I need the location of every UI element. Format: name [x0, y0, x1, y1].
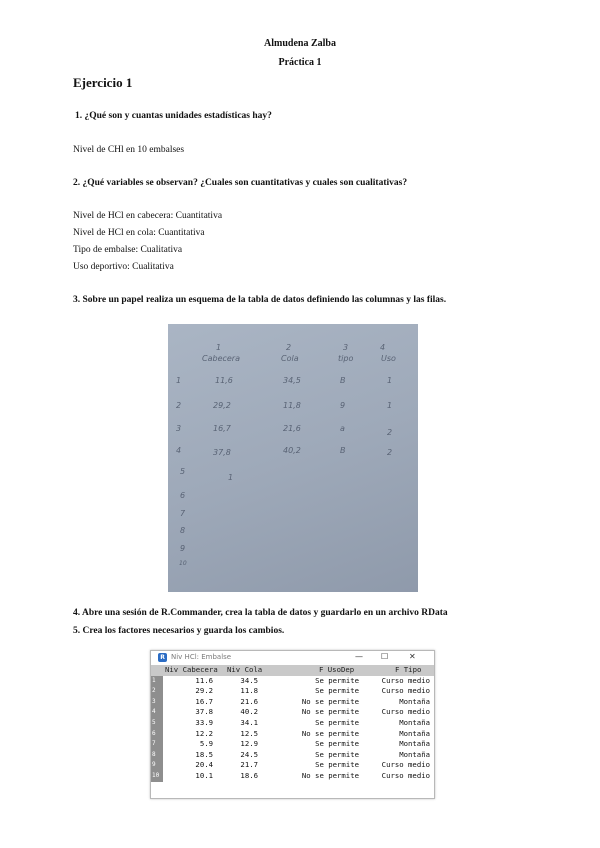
cell-niv-cola[interactable]: 34.1: [240, 717, 258, 727]
cell-niv-cabecera[interactable]: 12.2: [195, 728, 213, 738]
maximize-button[interactable]: ☐: [381, 652, 389, 661]
hw-row-label: 7: [180, 509, 186, 518]
table-row: [151, 750, 434, 761]
cell-niv-cola[interactable]: 34.5: [240, 675, 258, 685]
cell-tipo[interactable]: Curso medio: [381, 686, 430, 696]
cell-niv-cola[interactable]: 11.8: [240, 686, 258, 696]
r-app-icon: R: [158, 653, 167, 662]
cell-niv-cabecera[interactable]: 16.7: [195, 696, 213, 706]
row-number: 2: [151, 686, 163, 697]
hw-row-label: 2: [176, 401, 182, 410]
answer-1: Nivel de CHl en 10 embalses: [73, 145, 185, 155]
hw-cell: B: [340, 376, 346, 385]
cell-uso-dep[interactable]: Se permite: [315, 749, 359, 759]
cell-tipo[interactable]: Montaña: [399, 749, 430, 759]
answer-2-line-1: Nivel de HCl en cabecera: Cuantitativa: [73, 211, 223, 221]
row-number: 4: [151, 707, 163, 718]
cell-niv-cabecera[interactable]: 29.2: [195, 686, 213, 696]
cell-tipo[interactable]: Montaña: [399, 728, 430, 738]
question-5: 5. Crea los factores necesarios y guarda los cambios.: [73, 626, 285, 636]
hw-cell: 1: [387, 401, 393, 410]
document-subtitle: Práctica 1: [278, 57, 322, 68]
table-row: [151, 686, 434, 697]
answer-2-line-3: Tipo de embalse: Cualitativa: [73, 245, 183, 255]
cell-tipo[interactable]: Montaña: [399, 739, 430, 749]
question-2: 2. ¿Qué variables se observan? ¿Cuales son cuantitativas y cuales son cualitativas?: [73, 178, 408, 188]
cell-uso-dep[interactable]: No se permite: [301, 770, 359, 780]
cell-tipo[interactable]: Curso medio: [381, 770, 430, 780]
exercise-title: Ejercicio 1: [73, 75, 133, 90]
answer-2-line-2: Nivel de HCl en cola: Cuantitativa: [73, 228, 205, 238]
hw-cell: a: [340, 424, 345, 433]
question-4: 4. Abre una sesión de R.Commander, crea la tabla de datos y guardarlo en un archivo RData: [73, 608, 448, 618]
cell-tipo[interactable]: Curso medio: [381, 707, 430, 717]
cell-tipo[interactable]: Montaña: [399, 717, 430, 727]
hw-cell: 37,8: [213, 448, 231, 457]
cell-tipo[interactable]: Montaña: [399, 696, 430, 706]
hw-cell: 1: [387, 376, 393, 385]
hw-cell: 2: [387, 428, 393, 437]
grid-header-row: [151, 665, 434, 676]
cell-uso-dep[interactable]: Se permite: [315, 739, 359, 749]
table-row: [151, 760, 434, 771]
hw-colnum-3: 3: [343, 343, 349, 352]
hw-header-cabecera: Cabecera: [202, 354, 240, 363]
cell-niv-cola[interactable]: 18.6: [240, 770, 258, 780]
cell-niv-cabecera[interactable]: 37.8: [195, 707, 213, 717]
column-header[interactable]: F Tipo: [395, 665, 422, 674]
hw-cell: 11,6: [215, 376, 233, 385]
cell-uso-dep[interactable]: No se permite: [301, 728, 359, 738]
author-name: Almudena Zalba: [264, 38, 336, 49]
answer-2-line-4: Uso deportivo: Cualitativa: [73, 262, 174, 272]
row-number: 1: [151, 676, 163, 687]
cell-niv-cabecera[interactable]: 33.9: [195, 717, 213, 727]
row-number: 10: [151, 771, 163, 782]
hw-row-label: 6: [180, 491, 186, 500]
table-row: [151, 729, 434, 740]
row-number: 6: [151, 729, 163, 740]
hw-header-cola: Cola: [281, 354, 299, 363]
minimize-button[interactable]: —: [355, 652, 363, 661]
cell-uso-dep[interactable]: Se permite: [315, 686, 359, 696]
hw-cell: B: [340, 446, 346, 455]
hw-row-label: 3: [176, 424, 182, 433]
question-1: 1. ¿Qué son y cuantas unidades estadísticas hay?: [75, 111, 272, 121]
cell-niv-cabecera[interactable]: 11.6: [195, 675, 213, 685]
hw-cell: 16,7: [213, 424, 231, 433]
cell-niv-cabecera[interactable]: 20.4: [195, 760, 213, 770]
hw-cell: 11,8: [283, 401, 301, 410]
hw-row-label: 9: [180, 544, 186, 553]
hw-cell: 40,2: [283, 446, 301, 455]
cell-niv-cola[interactable]: 24.5: [240, 749, 258, 759]
column-header[interactable]: Niv Cabecera: [165, 665, 218, 674]
hw-cell: 34,5: [283, 376, 301, 385]
cell-niv-cola[interactable]: 12.5: [240, 728, 258, 738]
cell-niv-cola[interactable]: 21.7: [240, 760, 258, 770]
data-editor-window: [150, 650, 435, 799]
cell-tipo[interactable]: Curso medio: [381, 675, 430, 685]
column-header[interactable]: Niv Cola: [227, 665, 263, 674]
row-number: 8: [151, 750, 163, 761]
hw-cell: 21,6: [283, 424, 301, 433]
table-row: [151, 771, 434, 782]
row-number: 7: [151, 739, 163, 750]
row-number: 3: [151, 697, 163, 708]
hw-colnum-2: 2: [286, 343, 292, 352]
corner-cell: [151, 665, 163, 676]
table-row: [151, 676, 434, 687]
hw-colnum-4: 4: [380, 343, 386, 352]
table-row: [151, 707, 434, 718]
hw-header-tipo: tipo: [338, 354, 354, 363]
hw-row-label: 1: [176, 376, 182, 385]
hw-cell: 1: [228, 473, 234, 482]
cell-niv-cola[interactable]: 21.6: [240, 696, 258, 706]
cell-niv-cola[interactable]: 40.2: [240, 707, 258, 717]
data-grid: [151, 665, 434, 782]
hw-header-uso: Uso: [381, 354, 396, 363]
row-number: 9: [151, 760, 163, 771]
window-titlebar: [151, 651, 434, 665]
grid-body: [151, 676, 434, 782]
cell-niv-cabecera[interactable]: 5.9: [199, 739, 213, 749]
cell-uso-dep[interactable]: No se permite: [301, 696, 359, 706]
hw-cell: 2: [387, 448, 393, 457]
hw-row-label: 5: [180, 467, 186, 476]
cell-uso-dep[interactable]: Se permite: [315, 675, 359, 685]
cell-uso-dep[interactable]: No se permite: [301, 707, 359, 717]
cell-tipo[interactable]: Curso medio: [381, 760, 430, 770]
table-row: [151, 697, 434, 708]
hw-colnum-1: 1: [216, 343, 222, 352]
table-row: [151, 739, 434, 750]
hw-cell: 29,2: [213, 401, 231, 410]
cell-niv-cabecera[interactable]: 18.5: [195, 749, 213, 759]
cell-uso-dep[interactable]: Se permite: [315, 717, 359, 727]
hw-row-label: 10: [179, 560, 187, 567]
column-header[interactable]: F UsoDep: [319, 665, 355, 674]
hw-cell: 9: [340, 401, 346, 410]
table-row: [151, 718, 434, 729]
window-title: Niv HCl: Embalse: [171, 653, 232, 661]
row-number: 5: [151, 718, 163, 729]
handwritten-table-photo: [168, 324, 418, 592]
hw-row-label: 8: [180, 526, 186, 535]
hw-row-label: 4: [176, 446, 182, 455]
close-button[interactable]: ✕: [409, 652, 416, 661]
cell-niv-cola[interactable]: 12.9: [240, 739, 258, 749]
cell-uso-dep[interactable]: Se permite: [315, 760, 359, 770]
cell-niv-cabecera[interactable]: 10.1: [195, 770, 213, 780]
question-3: 3. Sobre un papel realiza un esquema de la tabla de datos definiendo las columnas y las filas.: [73, 295, 447, 305]
